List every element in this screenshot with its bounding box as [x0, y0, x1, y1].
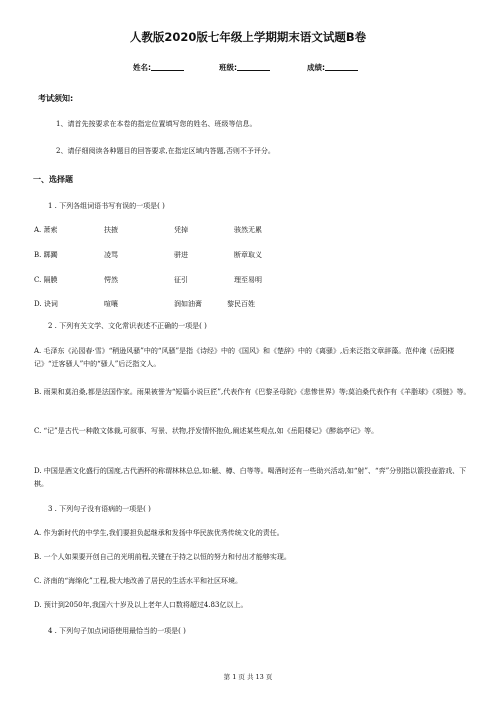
document-title: 人教版2020版七年级上学期期末语文试题B卷: [129, 30, 367, 44]
q1-cell: 征引: [174, 276, 188, 284]
q3-option: A. 作为新时代的中学生,我们要担负起继承和发扬中华民族优秀传统文化的责任。: [34, 529, 284, 537]
q2-option: A. 毛泽东《沁园春·雪》“稍逊风骚”中的“风骚”是指《诗经》中的《国风》和《楚辞》中的《离骚》,后来泛指文章辞藻。范仲淹《岳阳楼记》“迁客骚人”中的“骚人”后泛指文人。: [34, 347, 455, 368]
notice-item: 2、请仔细阅读各种题目的回答要求,在指定区域内答题,否则不予评分。: [56, 147, 275, 155]
q1-cell: 喧嚷: [104, 300, 118, 308]
q1-cell: 扶掖: [104, 226, 118, 234]
q1-cell: 润如油膏: [174, 300, 202, 308]
q1-cell: A. 萧索: [34, 226, 58, 234]
score-label: 成绩:: [307, 63, 325, 72]
q1-cell: D. 诀词: [34, 300, 58, 308]
name-blank[interactable]: [151, 62, 184, 71]
class-label: 班级:: [219, 63, 237, 72]
class-field: [219, 62, 237, 73]
q2-option: C. “记”是古代一种散文体裁,可叙事、写景、状物,抒发情怀抱负,阐述某些观点,如《岳阳楼记》《醉翁亭记》等。: [34, 427, 379, 435]
q1-cell: C. 隔膜: [34, 276, 58, 284]
q2-option: D. 中国是酒文化盛行的国度,古代酒杯的称谓林林总总,如:觥、樽、白等等。喝酒时还有一些助兴活动,如“射”、“弈”分别指以箭投壶游戏、下棋。: [34, 467, 467, 488]
score-field: [307, 62, 325, 73]
q1-cell: 骈进: [174, 251, 188, 259]
section-heading: 一、选择题: [33, 175, 73, 184]
score-blank[interactable]: [325, 62, 358, 71]
q2-option: B. 雨果和莫泊桑,都是法国作家。雨果被誉为“短篇小说巨匠”,代表作有《巴黎圣母院》《悲惨世界》等;莫泊桑代表作有《羊脂球》《项链》等。: [34, 388, 471, 396]
name-field: [133, 62, 151, 73]
question-stem: 4 . 下列句子加点词语使用最恰当的一项是( ): [48, 627, 186, 635]
q1-cell: 凌骂: [104, 251, 118, 259]
class-blank[interactable]: [237, 62, 270, 71]
q3-option: D. 预计到2050年,我国六十岁及以上老年人口数将超过4.83亿以上。: [34, 601, 248, 609]
q1-cell: 骇然无累: [234, 226, 262, 234]
q1-cell: 断章取义: [234, 251, 262, 259]
q3-option: B. 一个人如果要开创自己的光明前程,关键在于持之以恒的努力和付出才能够实现。: [34, 553, 291, 561]
question-stem: 3 . 下列句子没有语病的一项是( ): [48, 505, 151, 513]
q1-cell: 凭掉: [174, 226, 188, 234]
q1-cell: B. 踯躅: [34, 251, 58, 259]
q1-cell: 理至易明: [234, 276, 262, 284]
question-stem: 1 . 下列各组词语书写有误的一项是( ): [48, 202, 165, 210]
name-label: 姓名:: [133, 63, 151, 72]
q1-cell: 愕然: [104, 276, 118, 284]
notice-heading: 考试须知:: [38, 94, 74, 103]
question-stem: 2 . 下列有关文学、文化常识表述不正确的一项是( ): [48, 322, 207, 330]
page-footer: 第 1 页 共 13 页: [223, 673, 273, 681]
notice-item: 1、请首先按要求在本卷的指定位置填写您的姓名、班级等信息。: [56, 120, 257, 128]
q3-option: C. 济南的“海绵化”工程,极大地改善了居民的生活水平和社区环境。: [34, 577, 242, 585]
q1-cell: 黎民百姓: [227, 300, 255, 308]
